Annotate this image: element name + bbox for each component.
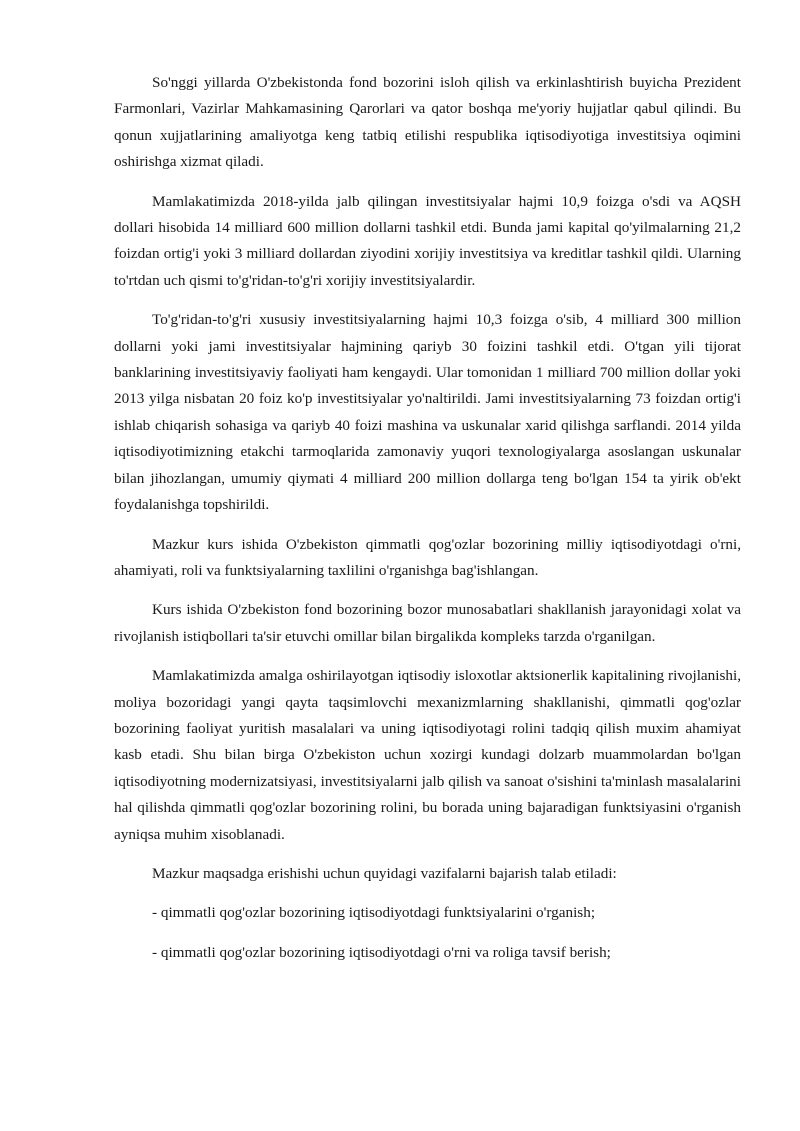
paragraph-5: Kurs ishida O'zbekiston fond bozorining bozor munosabatlari shakllanish jarayonidagi xolat va rivojlanish istiqbollari ta'sir etuvchi omillar bilan birgalikda kompleks tarzda o'rganilgan. (114, 601, 741, 645)
paragraph-1: So'nggi yillarda O'zbekistonda fond bozorini isloh qilish va erkinlashtirish buyicha Prezident Farmonlari, Vazirlar Mahkamasining Qarorlari va qator boshqa me'yoriy hujjatlar qabul qilindi. Bu qonun xujjatlarining amaliyotga keng tatbiq etilishi respublika iqtisodiyotiga investitsiya oqimini oshirishga xizmat qiladi. (114, 74, 741, 171)
paragraph-2: Mamlakatimizda 2018-yilda jalb qilingan investitsiyalar hajmi 10,9 foizga o'sdi va AQSH dollari hisobida 14 milliard 600 million dollarni tashkil etdi. Bunda jami kapital qo'yilmalarning 21,2 foizdan ortig'i yoki 3 milliard dollardan ziyodini xorijiy investitsiya va kreditlar tashkil qildi. Ularning to'rtdan uch qismi to'g'ridan-to'g'ri xorijiy investitsiyalardir. (114, 192, 741, 289)
list-item-1: - qimmatli qog'ozlar bozorining iqtisodiyotdagi funktsiyalarini o'rganish; (152, 904, 596, 922)
paragraph-4: Mazkur kurs ishida O'zbekiston qimmatli qog'ozlar bozorining milliy iqtisodiyotdagi o'rni, ahamiyati, roli va funktsiyalarning taxlilini o'rganishga bag'ishlangan. (114, 535, 741, 579)
paragraph-7: Mazkur maqsadga erishishi uchun quyidagi vazifalarni bajarish talab etiladi: (152, 864, 617, 882)
paragraph-6: Mamlakatimizda amalga oshirilayotgan iqtisodiy isloxotlar aktsionerlik kapitalining rivojlanishi, moliya bozoridagi yangi qayta taqsimlovchi mexanizmlarning shakllanishi, qimmatli qog'ozlar bozorining faoliyat yuritish masalalari va uning iqtisodiyotagi rolini tadqiq qilish muxim ahamiyat kasb etadi. Shu bilan birga O'zbekiston uchun xozirgi kundagi dolzarb muammolardan bo'lgan iqtisodiyotning modernizatsiyasi, investitsiyalarni jalb qilish va sanoat o'sishini ta'minlash masalalarini hal qilishda qimmatli qog'ozlar bozorining rolini, bu borada uning bajaradigan funktsiyasini o'rganish ayniqsa muhim xisoblanadi. (114, 667, 741, 843)
document-body (114, 70, 741, 979)
list-item-2: - qimmatli qog'ozlar bozorining iqtisodiyotdagi o'rni va roliga tavsif berish; (152, 943, 611, 961)
paragraph-3: To'g'ridan-to'g'ri xususiy investitsiyalarning hajmi 10,3 foizga o'sib, 4 milliard 300 million dollarni yoki jami investitsiyalar hajmining qariyb 30 foizini tashkil etdi. O'tgan yili tijorat banklarining investitsiyaviy faoliyati ham kengaydi. Ular tomonidan 1 milliard 700 million dollar yoki 2013 yilga nisbatan 20 foiz ko'p investitsiyalar yo'naltirildi. Jami investitsiyalarning 73 foizdan ortig'i ishlab chiqarish sohasiga va qariyb 40 foizi mashina va uskunalar xarid qilishga sarflandi. 2014 yilda iqtisodiyotimizning etakchi tarmoqlarida zamonaviy yuqori texnologiyalarga asoslangan uskunalar bilan jihozlangan, umumiy qiymati 4 milliard 200 million dollarga teng bo'lgan 154 ta yirik ob'ekt foydalanishga topshirildi. (114, 311, 741, 514)
